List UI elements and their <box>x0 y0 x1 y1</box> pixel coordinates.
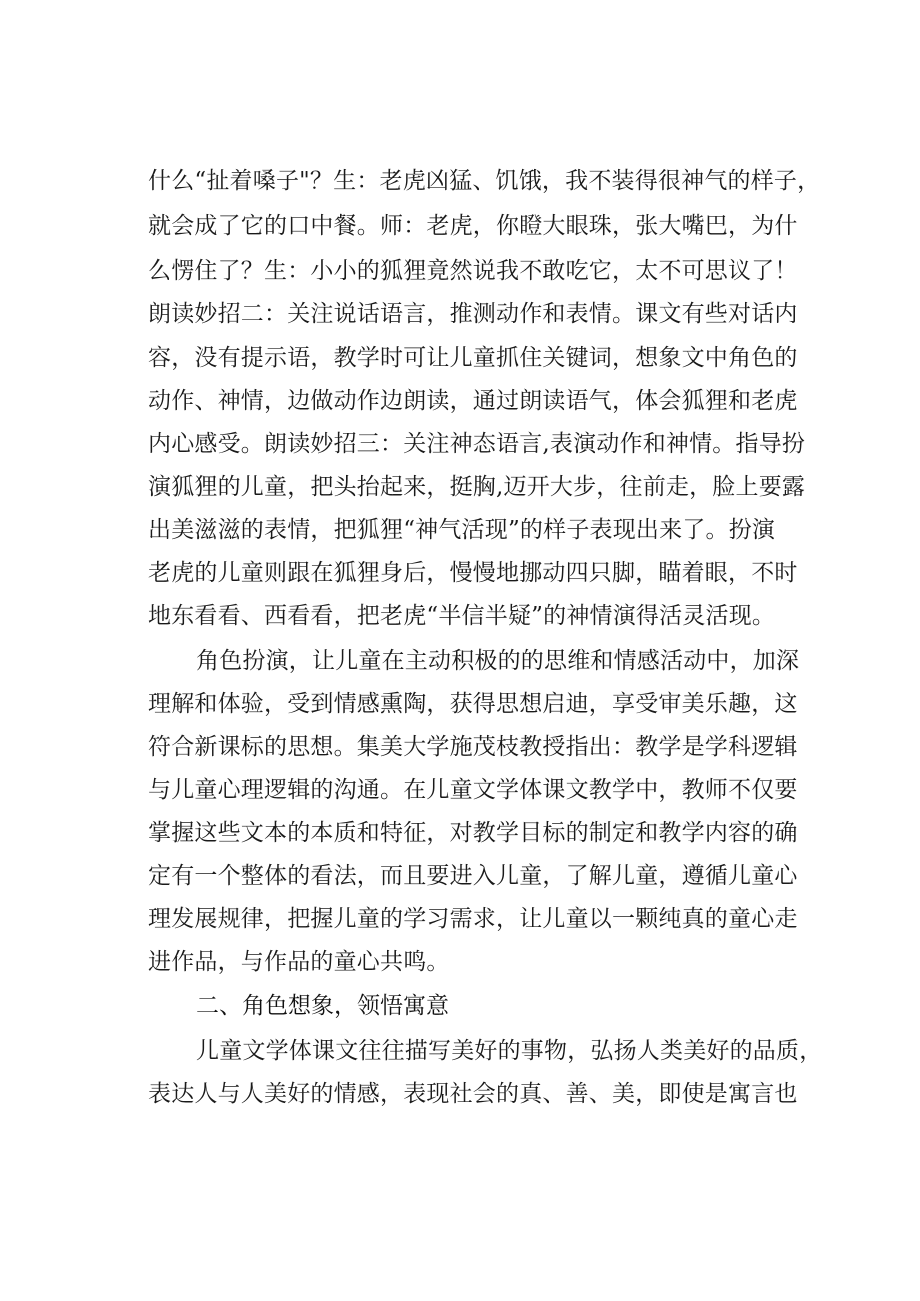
text-line: 动作、神情，边做动作边朗读，通过朗读语气，体会狐狸和老虎 <box>148 388 798 414</box>
text-line: 理发展规律，把握儿童的学习需求，让儿童以一颗纯真的童心走 <box>148 906 798 932</box>
text-line: 容，没有提示语，教学时可让儿童抓住关键词，想象文中角色的 <box>148 345 798 371</box>
text-line: 就会成了它的口中餐。师：老虎，你瞪大眼珠，张大嘴巴，为什 <box>148 213 798 239</box>
text-line: 与儿童心理逻辑的沟通。在儿童文学体课文教学中，教师不仅要 <box>148 777 798 803</box>
text-line: 老虎的儿童则跟在狐狸身后，慢慢地挪动四只脚，瞄着眼，不时 <box>148 560 798 586</box>
paragraph-first-line: 儿童文学体课文往往描写美好的事物，弘扬人类美好的品质， <box>196 1038 823 1064</box>
text-line: 表达人与人美好的情感，表现社会的真、善、美，即使是寓言也 <box>148 1081 798 1107</box>
text-line: 理解和体验，受到情感熏陶，获得思想启迪，享受审美乐趣，这 <box>148 691 798 717</box>
text-line: 内心感受。朗读妙招三：关注神态语言,表演动作和神情。指导扮 <box>148 431 806 457</box>
text-line: 进作品，与作品的童心共鸣。 <box>148 949 450 975</box>
text-line: 什么“扯着嗓子"？生：老虎凶猛、饥饿，我不装得很神气的样子， <box>148 168 821 194</box>
text-line: 出美滋滋的表情，把狐狸“神气活现”的样子表现出来了。扮演 <box>148 517 776 543</box>
text-line: 符合新课标的思想。集美大学施茂枝教授指出：教学是学科逻辑 <box>148 734 798 760</box>
section-heading: 二、角色想象，领悟寓意 <box>196 993 449 1019</box>
text-line: 么愣住了？生：小小的狐狸竟然说我不敢吃它，太不可思议了！ <box>148 258 798 284</box>
text-line: 定有一个整体的看法，而且要进入儿童，了解儿童，遵循儿童心 <box>148 863 798 889</box>
text-line: 地东看看、西看看，把老虎“半信半疑”的神情演得活灵活现。 <box>148 603 776 629</box>
text-line: 演狐狸的儿童，把头抬起来，挺胸,迈开大步，往前走，脸上要露 <box>148 474 806 500</box>
paragraph-first-line: 角色扮演，让儿童在主动积极的的思维和情感活动中，加深 <box>196 648 800 674</box>
text-line: 朗读妙招二：关注说话语言，推测动作和表情。课文有些对话内 <box>148 301 798 327</box>
text-line: 掌握这些文本的本质和特征，对教学目标的制定和教学内容的确 <box>148 820 798 846</box>
